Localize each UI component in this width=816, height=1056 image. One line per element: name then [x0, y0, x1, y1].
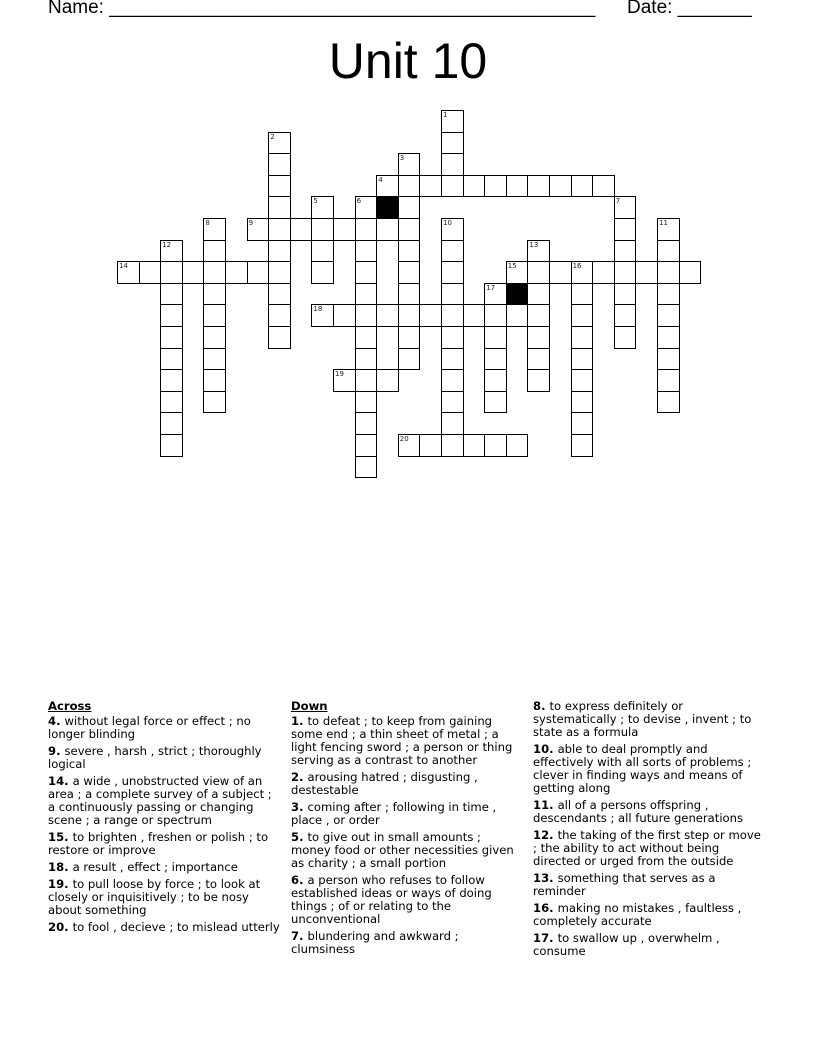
- grid-cell[interactable]: [355, 261, 378, 284]
- grid-cell[interactable]: [268, 261, 291, 284]
- grid-cell[interactable]: [571, 261, 594, 284]
- clue-text: the taking of the first step or move ; the ability to act without being directed or urged from the outside: [533, 828, 761, 868]
- grid-cell[interactable]: [268, 218, 291, 241]
- grid-cell[interactable]: [398, 283, 421, 306]
- clue-item: [48, 878, 280, 917]
- clue-item: [533, 932, 765, 958]
- clue-text: arousing hatred ; disgusting , destestable: [291, 770, 478, 797]
- grid-cell[interactable]: [441, 326, 464, 349]
- grid-cell[interactable]: [506, 304, 529, 327]
- grid-cell[interactable]: [614, 261, 637, 284]
- grid-cell[interactable]: [484, 326, 507, 349]
- clue-number: 1.: [291, 714, 308, 728]
- clue-item: [291, 874, 523, 926]
- grid-cell[interactable]: [484, 283, 507, 306]
- name-field[interactable]: Name: ______________________________________________: [48, 0, 596, 18]
- clue-item: [291, 831, 523, 870]
- black-cell: [506, 283, 529, 306]
- grid-cell[interactable]: [376, 304, 399, 327]
- clue-item: [533, 872, 765, 898]
- clue-number: 20.: [48, 920, 73, 934]
- grid-cell[interactable]: [203, 283, 226, 306]
- grid-cell[interactable]: [441, 391, 464, 414]
- grid-cell[interactable]: [527, 283, 550, 306]
- grid-cell[interactable]: [160, 283, 183, 306]
- clue-number: 19.: [48, 877, 73, 891]
- clue-text: to fool , decieve ; to mislead utterly: [72, 920, 280, 934]
- grid-cell[interactable]: [484, 391, 507, 414]
- grid-cell[interactable]: [506, 175, 529, 198]
- clue-text: something that serves as a reminder: [533, 871, 716, 898]
- grid-cell[interactable]: [419, 304, 442, 327]
- grid-cell[interactable]: [657, 283, 680, 306]
- grid-cell[interactable]: [398, 153, 421, 176]
- grid-cell[interactable]: [398, 348, 421, 371]
- clue-text: to give out in small amounts ; money food or other necessities given as charity ; a small portion: [291, 830, 514, 870]
- grid-cell[interactable]: [355, 283, 378, 306]
- grid-cell[interactable]: [268, 153, 291, 176]
- clue-item: [533, 902, 765, 928]
- grid-cell[interactable]: [441, 434, 464, 457]
- grid-cell[interactable]: [484, 369, 507, 392]
- grid-cell[interactable]: [614, 326, 637, 349]
- clue-number: 5.: [291, 830, 308, 844]
- grid-cell[interactable]: [571, 391, 594, 414]
- clue-number: 17: [486, 283, 496, 292]
- grid-cell[interactable]: [441, 175, 464, 198]
- grid-cell[interactable]: [139, 261, 162, 284]
- grid-cell[interactable]: [333, 369, 356, 392]
- grid-cell[interactable]: [225, 261, 248, 284]
- clue-text: making no mistakes , faultless , completely accurate: [533, 901, 742, 928]
- grid-cell[interactable]: [160, 412, 183, 435]
- grid-cell[interactable]: [657, 261, 680, 284]
- grid-cell[interactable]: [527, 304, 550, 327]
- grid-cell[interactable]: [355, 391, 378, 414]
- grid-cell[interactable]: [441, 261, 464, 284]
- clue-item: [291, 801, 523, 827]
- grid-cell[interactable]: [679, 261, 702, 284]
- grid-cell[interactable]: [441, 304, 464, 327]
- clue-item: [291, 930, 523, 956]
- clue-number: 14: [119, 262, 128, 271]
- grid-cell[interactable]: [160, 391, 183, 414]
- grid-cell[interactable]: [203, 261, 226, 284]
- grid-cell[interactable]: [484, 434, 507, 457]
- grid-cell[interactable]: [203, 369, 226, 392]
- grid-cell[interactable]: [311, 240, 334, 263]
- grid-cell[interactable]: [527, 348, 550, 371]
- grid-cell[interactable]: [527, 261, 550, 284]
- across-clues: [48, 700, 280, 938]
- clue-text: to pull loose by force ; to look at closely or inquisitively ; to be nosy about something: [48, 877, 261, 917]
- grid-cell[interactable]: [614, 218, 637, 241]
- grid-cell[interactable]: [527, 175, 550, 198]
- grid-cell[interactable]: [398, 326, 421, 349]
- grid-cell[interactable]: [311, 304, 334, 327]
- grid-cell[interactable]: [441, 240, 464, 263]
- down-clues: [291, 700, 523, 960]
- grid-cell[interactable]: [247, 261, 270, 284]
- clue-number: 7.: [291, 929, 308, 943]
- clue-text: without legal force or effect ; no longer blinding: [48, 714, 251, 741]
- grid-cell[interactable]: [355, 434, 378, 457]
- grid-cell[interactable]: [398, 175, 421, 198]
- grid-cell[interactable]: [376, 369, 399, 392]
- clue-number: 6.: [291, 873, 308, 887]
- grid-cell[interactable]: [527, 369, 550, 392]
- clue-number: 16.: [533, 901, 558, 915]
- grid-cell[interactable]: [657, 304, 680, 327]
- grid-cell[interactable]: [441, 283, 464, 306]
- grid-cell[interactable]: [268, 283, 291, 306]
- grid-cell[interactable]: [203, 391, 226, 414]
- clue-text: blundering and awkward ; clumsiness: [291, 929, 459, 956]
- clue-number: 5: [313, 197, 318, 206]
- grid-cell[interactable]: [160, 434, 183, 457]
- clue-item: [291, 715, 523, 767]
- clue-text: to brighten , freshen or polish ; to restore or improve: [48, 830, 269, 857]
- grid-cell[interactable]: [441, 412, 464, 435]
- grid-cell[interactable]: [182, 261, 205, 284]
- clue-number: 8.: [533, 699, 550, 713]
- grid-cell[interactable]: [441, 369, 464, 392]
- clue-item: [533, 743, 765, 795]
- grid-cell[interactable]: [527, 240, 550, 263]
- grid-cell[interactable]: [355, 456, 378, 479]
- clue-number: 17.: [533, 931, 558, 945]
- clue-number: 13.: [533, 871, 558, 885]
- down-heading: Down: [291, 699, 328, 713]
- grid-cell[interactable]: [376, 175, 399, 198]
- clue-number: 7: [615, 197, 621, 206]
- grid-cell[interactable]: [657, 369, 680, 392]
- grid-cell[interactable]: [203, 348, 226, 371]
- clue-number: 13: [529, 240, 539, 249]
- clue-number: 6: [356, 197, 362, 206]
- grid-cell[interactable]: [592, 175, 615, 198]
- clue-number: 15.: [48, 830, 73, 844]
- black-cell: [376, 196, 399, 219]
- grid-cell[interactable]: [614, 304, 637, 327]
- grid-cell[interactable]: [657, 391, 680, 414]
- clue-number: 9.: [48, 744, 65, 758]
- clue-number: 11.: [533, 798, 558, 812]
- grid-cell[interactable]: [355, 326, 378, 349]
- grid-cell[interactable]: [398, 240, 421, 263]
- grid-cell[interactable]: [527, 326, 550, 349]
- clue-number: 16: [572, 262, 582, 271]
- grid-cell[interactable]: [549, 175, 572, 198]
- grid-cell[interactable]: [419, 434, 442, 457]
- grid-cell[interactable]: [203, 240, 226, 263]
- clue-text: a result , effect ; importance: [72, 860, 238, 874]
- clue-item: [291, 771, 523, 797]
- grid-cell[interactable]: [398, 218, 421, 241]
- grid-cell[interactable]: [441, 110, 464, 133]
- clue-number: 9: [248, 219, 254, 227]
- grid-cell[interactable]: [484, 175, 507, 198]
- clue-item: [48, 831, 280, 857]
- grid-cell[interactable]: [635, 261, 658, 284]
- grid-cell[interactable]: [160, 261, 183, 284]
- down-clues-continued: [533, 700, 765, 962]
- clue-text: severe , harsh , strict ; thoroughly logical: [48, 744, 262, 771]
- clue-item: [48, 745, 280, 771]
- grid-cell[interactable]: [614, 240, 637, 263]
- grid-cell[interactable]: [355, 218, 378, 241]
- clue-text: all of a persons offspring , descendants ; all future generations: [533, 798, 744, 825]
- grid-cell[interactable]: [463, 304, 486, 327]
- grid-cell[interactable]: [203, 218, 226, 241]
- grid-cell[interactable]: [311, 261, 334, 284]
- clue-number: 11: [659, 219, 668, 227]
- grid-cell[interactable]: [398, 196, 421, 219]
- grid-cell[interactable]: [333, 218, 356, 241]
- date-field[interactable]: Date: _______: [627, 0, 752, 18]
- grid-cell[interactable]: [160, 369, 183, 392]
- grid-cell[interactable]: [398, 261, 421, 284]
- grid-cell[interactable]: [398, 434, 421, 457]
- clue-item: [533, 799, 765, 825]
- grid-cell[interactable]: [657, 326, 680, 349]
- clue-number: 2: [270, 132, 275, 141]
- clue-text: a person who refuses to follow established ideas or ways of doing things ; of or relating to the unconventional: [291, 873, 492, 926]
- clue-item: [533, 829, 765, 868]
- grid-cell[interactable]: [333, 304, 356, 327]
- grid-cell[interactable]: [571, 283, 594, 306]
- grid-cell[interactable]: [355, 369, 378, 392]
- clue-number: 2.: [291, 770, 308, 784]
- clue-number: 19: [335, 370, 344, 379]
- grid-cell[interactable]: [614, 196, 637, 219]
- grid-cell[interactable]: [311, 218, 334, 241]
- grid-cell[interactable]: [571, 326, 594, 349]
- grid-cell[interactable]: [657, 348, 680, 371]
- clue-number: 20: [399, 435, 409, 443]
- clue-text: to swallow up , overwhelm , consume: [533, 931, 720, 958]
- grid-cell[interactable]: [441, 348, 464, 371]
- clue-text: able to deal promptly and effectively with all sorts of problems ; clever in finding ways and means of getting along: [533, 742, 752, 795]
- grid-cell[interactable]: [463, 434, 486, 457]
- grid-cell[interactable]: [203, 326, 226, 349]
- grid-cell[interactable]: [268, 132, 291, 155]
- page-title: Unit 10: [328, 33, 488, 89]
- clue-number: 8: [205, 219, 210, 227]
- grid-cell[interactable]: [419, 175, 442, 198]
- grid-cell[interactable]: [268, 175, 291, 198]
- across-heading: Across: [48, 699, 92, 713]
- clue-number: 1: [443, 111, 448, 119]
- grid-cell[interactable]: [571, 434, 594, 457]
- clue-text: to express definitely or systematically ; to devise , invent ; to state as a formula: [533, 699, 752, 739]
- grid-cell[interactable]: [290, 218, 313, 241]
- grid-cell[interactable]: [268, 304, 291, 327]
- clue-text: to defeat ; to keep from gaining some end ; a thin sheet of metal ; a light fencing sword ; a person or thing serving as a contrast to another: [291, 714, 513, 767]
- clue-number: 14.: [48, 774, 73, 788]
- clue-text: a wide , unobstructed view of an area ; a complete survey of a subject ; a continuously passing or changing scene ; a range or spectrum: [48, 774, 272, 827]
- grid-cell[interactable]: [441, 132, 464, 155]
- grid-cell[interactable]: [160, 240, 183, 263]
- clue-item: [533, 700, 765, 739]
- grid-cell[interactable]: [506, 434, 529, 457]
- grid-cell[interactable]: [311, 196, 334, 219]
- clue-number: 15: [507, 262, 517, 271]
- grid-cell[interactable]: [247, 218, 270, 241]
- clue-number: 18.: [48, 860, 73, 874]
- clue-number: 4: [378, 175, 383, 184]
- grid-cell[interactable]: [160, 326, 183, 349]
- grid-cell[interactable]: [571, 369, 594, 392]
- clue-number: 12.: [533, 828, 558, 842]
- clue-number: 18: [313, 305, 323, 314]
- grid-cell[interactable]: [484, 304, 507, 327]
- grid-cell[interactable]: [160, 304, 183, 327]
- grid-cell[interactable]: [549, 261, 572, 284]
- grid-cell[interactable]: [484, 348, 507, 371]
- grid-cell[interactable]: [355, 348, 378, 371]
- grid-cell[interactable]: [268, 196, 291, 219]
- grid-cell[interactable]: [355, 196, 378, 219]
- grid-cell[interactable]: [506, 261, 529, 284]
- clue-number: 10: [443, 219, 452, 227]
- grid-cell[interactable]: [355, 304, 378, 327]
- grid-cell[interactable]: [268, 240, 291, 263]
- clue-number: 12: [162, 240, 172, 249]
- grid-cell[interactable]: [571, 412, 594, 435]
- grid-cell[interactable]: [571, 348, 594, 371]
- clue-item: [48, 715, 280, 741]
- grid-cell[interactable]: [441, 153, 464, 176]
- clue-text: coming after ; following in time , place , or order: [291, 800, 497, 827]
- clue-number: 4.: [48, 714, 65, 728]
- clue-number: 3.: [291, 800, 308, 814]
- grid-cell[interactable]: [571, 304, 594, 327]
- grid-cell[interactable]: [355, 240, 378, 263]
- clue-item: [48, 775, 280, 827]
- grid-cell[interactable]: [376, 218, 399, 241]
- grid-cell[interactable]: [592, 261, 615, 284]
- grid-cell[interactable]: [160, 348, 183, 371]
- grid-cell[interactable]: [571, 175, 594, 198]
- grid-cell[interactable]: [117, 261, 140, 284]
- grid-cell[interactable]: [614, 283, 637, 306]
- clue-number: 3: [399, 154, 405, 163]
- grid-cell[interactable]: [268, 326, 291, 349]
- clue-number: 10.: [533, 742, 558, 756]
- clue-item: [48, 921, 280, 934]
- grid-cell[interactable]: [203, 304, 226, 327]
- crossword-grid: [0, 0, 816, 500]
- grid-cell[interactable]: [441, 218, 464, 241]
- clue-item: [48, 861, 280, 874]
- grid-cell[interactable]: [657, 240, 680, 263]
- grid-cell[interactable]: [355, 412, 378, 435]
- grid-cell[interactable]: [398, 304, 421, 327]
- grid-cell[interactable]: [463, 175, 486, 198]
- grid-cell[interactable]: [657, 218, 680, 241]
